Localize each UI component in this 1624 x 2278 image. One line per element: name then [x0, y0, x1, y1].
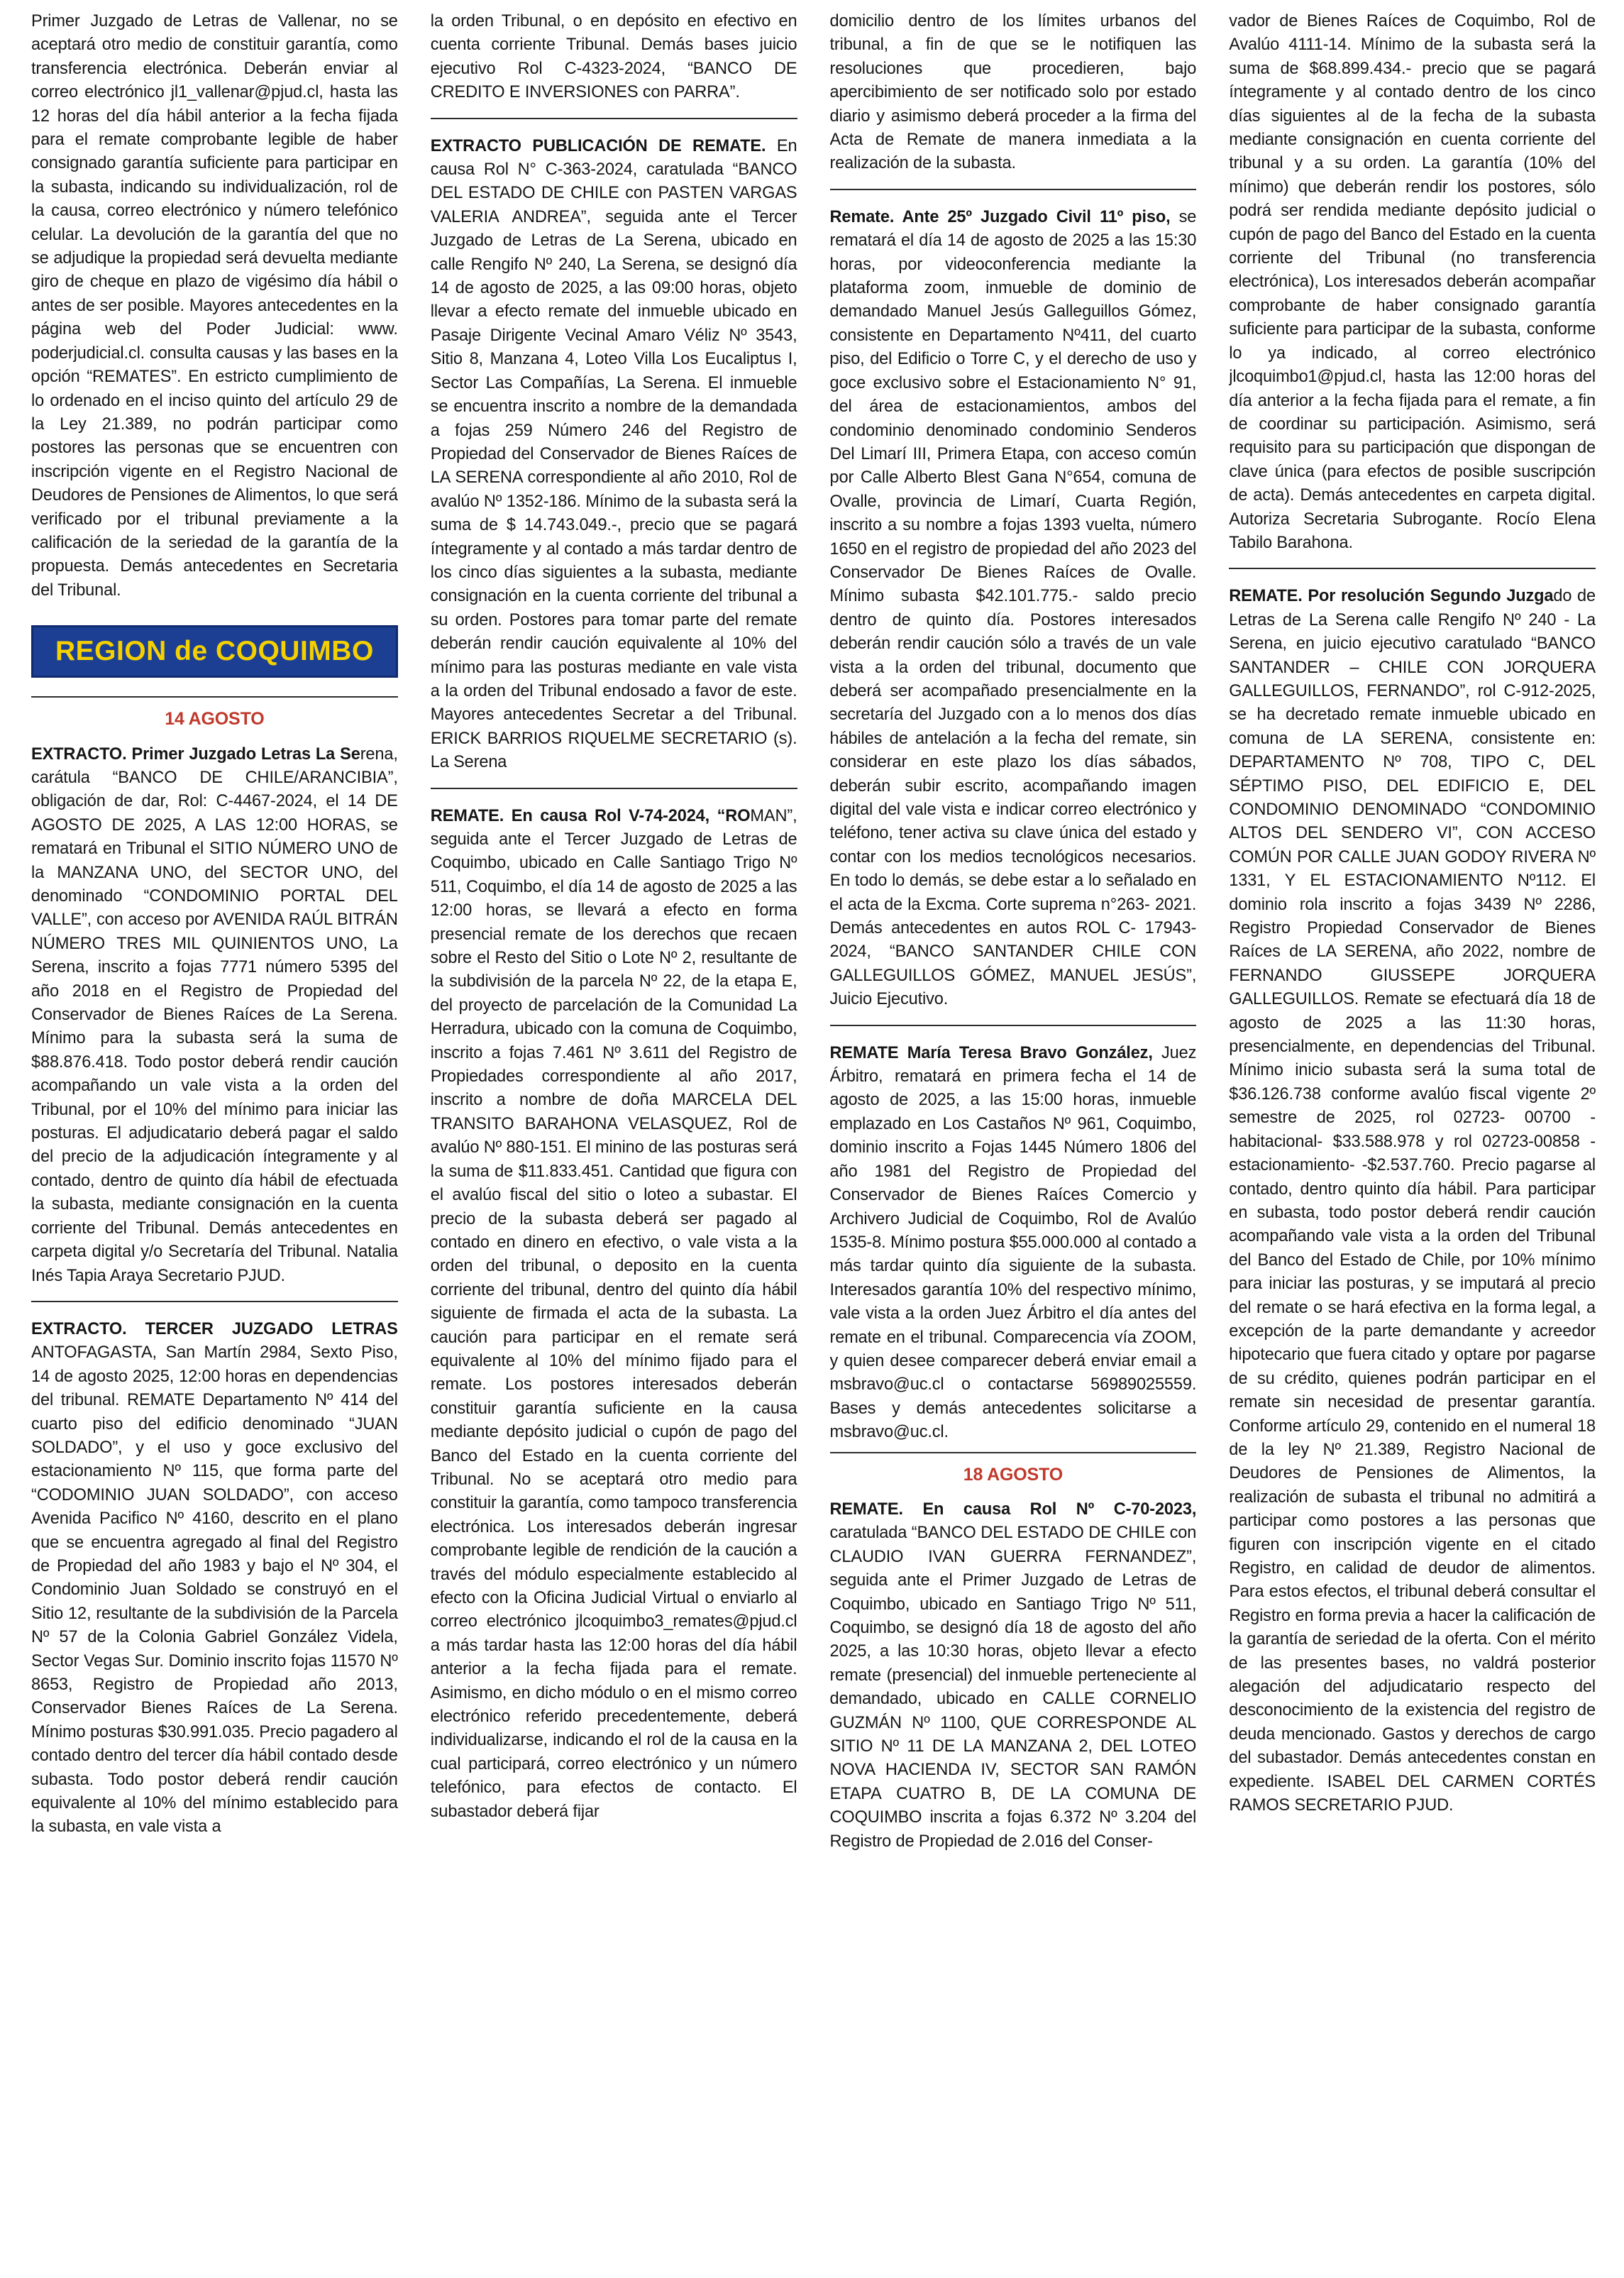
notice-lead: REMATE. En causa Rol V-74-2024, “RO	[430, 806, 751, 825]
date-heading: 18 AGOSTO	[830, 1452, 1197, 1498]
notice-lead: EXTRACTO PUBLICACIÓN DE REMATE.	[430, 136, 766, 155]
notice-body: se rematará el día 14 de agosto de 2025 a las 15:30 horas, por videoconferencia mediante la plataforma zoom, inmueble de dominio de demandado Manuel Jesús Galleguillos Gómez, consistente en Departamento Nº411, del cuarto piso, del Edificio o Torre C, y el derecho de uso y goce exclusivo sobre el Estacionamiento N° 91, del área de estacionamientos, ambos del condominio denominado condominio Senderos Del Limarí III, Primera Etapa, con acceso común por Calle Alberto Blest Gana N°654, comuna de Ovalle, provincia de Limarí, Cuarta Región, inscrito a su nombre a fojas 1393 vuelta, número 1650 en el registro de propiedad del año 2023 del Conservador De Bienes Raíces de Ovalle. Mínimo subasta $42.101.775.- saldo precio dentro de quinto día. Postores interesados deberán rendir caución sólo a través de un vale vista a la orden del tribunal, documento que deberá ser acompañado presencialmente en la secretaría del Juzgado con a lo menos dos días hábiles de antelación a la fecha del remate, sin considerar en este plazo los días sábados, deberán subir escrito, acompañando imagen digital del vale vista e indicar correo electrónico y teléfono, tener activa su clave única del estado y contar con los medios tecnológicos necesarios. En todo lo demás, se debe estar a lo señalado en el acta de la Excma. Corte suprema n°263- 2021. Demás antecedentes en autos ROL C- 17943-2024, “BANCO SANTANDER CHILE CON GALLEGUILLOS GÓMEZ, MANUEL JESÚS”, Juicio Ejecutivo.	[829, 207, 1197, 1009]
divider	[830, 1025, 1197, 1026]
notice-text	[1229, 585, 1596, 1817]
notice-body: domicilio dentro de los límites urbanos del tribunal, a fin de que se le notifiquen las resoluciones que procedieren, bajo apercibimiento de ser notificado solo por estado diario y asimismo deberá proceder a la firma del Acta de Remate de manera inmediata a la realización de la subasta.	[829, 12, 1197, 173]
notice-text	[431, 10, 797, 105]
notice-lead: EXTRACTO. TERCER JUZGADO LETRAS	[31, 1319, 398, 1338]
region-banner-label: REGION de COQUIMBO	[55, 636, 374, 667]
divider	[1229, 568, 1596, 569]
column-3	[830, 10, 1197, 2278]
column-1	[31, 10, 398, 2278]
divider	[431, 788, 797, 789]
notice-text	[31, 1318, 398, 1839]
notice-lead: EXTRACTO. Primer Juzgado Letras La Se	[31, 744, 360, 764]
notice-lead: REMATE. Por resolución Segundo Juzga	[1229, 587, 1554, 606]
notice-text	[31, 10, 398, 602]
notice-body: caratulada “BANCO DEL ESTADO DE CHILE con CLAUDIO IVAN GUERRA FERNANDEZ”, seguida ante el Primer Juzgado de Letras de Coquimbo, ubicado en Santiago Trigo Nº 511, Coquimbo, se designó día 18 de agosto del año 2025, a las 10:30 horas, objeto llevar a efecto remate (presencial) del inmueble perteneciente al demandado, ubicado en CALLE CORNELIO GUZMÁN Nº 1100, QUE CORRESPONDE AL SITIO Nº 11 DE LA MANZANA 2, DEL LOTEO NOVA HACIENDA IV, SECTOR SAN RAMÓN ETAPA CUATRO B, DE LA COMUNA DE COQUIMBO inscrita a fojas 6.372 Nº 3.204 del Registro de Propiedad de 2.016 del Conser-	[829, 1524, 1197, 1851]
notice-body: do de Letras de La Serena calle Rengifo Nº 240 - La Serena, en juicio ejecutivo caratulado “BANCO SANTANDER – CHILE CON JORQUERA GALLEGUILLOS, FERNANDO”, rol C-912-2025, se ha decretado remate inmueble ubicado en comuna de LA SERENA, consistente en: DEPARTAMENTO Nº 708, TIPO C, DEL SÉPTIMO PISO, DEL EDIFICIO E, DEL CONDOMINIO DENOMINADO “CONDOMINIO ALTOS DEL SENDERO VI”, CON ACCESO COMÚN POR CALLE JUAN GODOY RIVERA Nº 1331, Y EL ESTACIONAMIENTO Nº112. El dominio rola inscrito a fojas 3439 Nº 2286, Registro Propiedad Conservador de Bienes Raíces de LA SERENA, año 2022, nombre de FERNANDO GIUSSEPE JORQUERA GALLEGUILLOS. Remate se efectuará día 18 de agosto de 2025 a las 11:30 horas, presencialmente, en dependencias del Tribunal. Mínimo inicio subasta será la suma total de $36.126.738 conforme avalúo fiscal vigente 2º semestre de 2025, rol 02723- 00700 -habitacional- $33.588.978 y rol 02723-00858 -estacionamiento- -$2.537.760. Precio pagarse al contado, dentro quinto día hábil. Para participar en subasta, todo postor deberá rendir caución acompañando vale vista a la orden del Tribunal del Banco del Estado de Chile, por 10% mínimo para iniciar las posturas, y se imputará al precio del remate o se hará efectiva en la forma legal, a excepción de la parte demandante y acreedor hipotecario que fuera citado y optare por pagarse de su crédito, quienes podrán participar en el remate sin necesidad de presentar garantía. Conforme artículo 29, contenido en el numeral 18 de la ley Nº 21.389, Registro Nacional de Deudores de Pensiones de Alimentos, la realización de subasta el tribunal no admitirá a participar como postores a las personas que figuren con inscripción vigente en el citado Registro, en calidad de deudor de alimentos. Para estos efectos, el tribunal deberá consultar el Registro en forma previa a hacer la calificación de la garantía de seriedad de la oferta. Con el mérito de las presentes bases, no valdrá posterior alegación del adjudicatario respecto del desconocimiento de la existencia del registro de deuda mencionado. Gastos y derechos de cargo del subastador. Demás antecedentes constan en expediente. ISABEL DEL CARMEN CORTÉS RAMOS SECRETARIO PJUD.	[1229, 587, 1596, 1815]
notice-text	[431, 135, 797, 775]
notice-lead: Remate. Ante 25º Juzgado Civil 11º piso,	[829, 207, 1171, 226]
notice-text	[830, 206, 1197, 1012]
notice-body: vador de Bienes Raíces de Coquimbo, Rol de Avalúo 4111-14. Mínimo de la subasta será la suma de $68.899.434.- precio que se pagará íntegramente y al contado dentro de los cinco días siguientes al de la fecha de la subasta mediante consignación en cuenta corriente del tribunal y a su orden. La garantía (10% del mínimo) que deberán rendir los postores, sólo podrá ser rendida mediante depósito judicial o cupón de pago del Banco del Estado en la cuenta corriente del Tribunal (no transferencia electrónica), Los interesados deberán acompañar comprobante de haber consignado garantía suficiente para participar de la subasta, conforme lo ya indicado, al correo electrónico jlcoquimbo1@pjud.cl, hasta las 12:00 horas del día anterior a la fecha fijada para el remate, a fin de coordinar su participación. Asimismo, será requisito para su participación que dispongan de clave única (para efectos de posible suscripción de acta). Demás antecedentes en carpeta digital. Autoriza Secretaria Subrogante. Rocío Elena Tabilo Barahona.	[1229, 12, 1596, 552]
notice-text	[830, 1498, 1197, 1854]
notice-lead: REMATE. En causa Rol Nº C-70-2023,	[829, 1500, 1197, 1519]
notice-text	[1229, 10, 1596, 555]
notice-body: Primer Juzgado de Letras de Vallenar, no se aceptará otro medio de constituir garantía, como transferencia electrónica. Deberán enviar al correo electrónico jl1_vallenar@pjud.cl, hasta las 12 horas del día hábil anterior a la fecha fijada para el remate comprobante legible de haber consignado garantía suficiente para participar en la subasta, indicando su individualización, rol de la causa, correo electrónico y número telefónico celular. La devolución de la garantía del que no se adjudique la propiedad será devuelta mediante giro de cheque en plazo de vigésimo día hábil o antes de ser posible. Mayores antecedentes en la página web del Poder Judicial: www. poderjudicial.cl. consulta causas y las bases en la opción “REMATES”. En estricto cumplimiento de lo ordenado en el inciso quinto del artículo 29 de la Ley 21.389, no podrán participar como postores las personas que se encuentren con inscripción vigente en el Registro Nacional de Deudores de Pensiones de Alimentos, lo que será verificado por el tribunal previamente a la calificación de la seriedad de la garantía de la propuesta. Demás antecedentes en Secretaria del Tribunal.	[31, 12, 398, 600]
notice-body: En causa Rol N° C-363-2024, caratulada “BANCO DEL ESTADO DE CHILE con PASTEN VARGAS VALERIA ANDREA”, seguida ante el Tercer Juzgado de Letras de La Serena, ubicado en calle Rengifo Nº 240, La Serena, se designó día 14 de agosto de 2025, a las 09:00 horas, objeto llevar a efecto remate del inmueble ubicado en Pasaje Dirigente Vecinal Amaro Véliz Nº 3543, Sitio 8, Manzana 4, Loteo Villa Los Eucaliptus I, Sector Las Compañías, La Serena. El inmueble se encuentra inscrito a nombre de la demandada a fojas 259 Número 246 del Registro de Propiedad del Conservador de Bienes Raíces de LA SERENA correspondiente al año 2010, Rol de avalúo Nº 1352-186. Mínimo de la subasta será la suma de $ 14.743.049.-, precio que se pagará íntegramente y al contado a más tardar dentro de los cinco días siguientes a la subasta, mediante consignación en la cuenta corriente del tribunal a su orden. Postores para tomar parte del remate deberán rendir caución equivalente al 10% del mínimo para las posturas mediante en vale vista a la orden del Tribunal endosado a favor de este. Mayores antecedentes Secretar a del Tribunal. ERICK BARRIOS RIQUELME SECRETARIO (s). La Serena	[430, 136, 797, 772]
notice-text	[31, 743, 398, 1288]
region-banner	[31, 625, 398, 678]
column-4	[1229, 10, 1596, 2278]
divider	[31, 1301, 398, 1302]
notice-text	[830, 1042, 1197, 1445]
date-heading: 14 AGOSTO	[31, 696, 398, 742]
notice-body: MAN”, seguida ante el Tercer Juzgado de Letras de Coquimbo, ubicado en Calle Santiago Trigo Nº 511, Coquimbo, el día 14 de agosto de 2025 a las 12:00 horas, se llevará a efecto en forma presencial remate de los derechos que recaen sobre el Resto del Sitio o Lote Nº 2, resultante de la subdivisión de la parcela Nº 22, de la etapa E, del proyecto de parcelación de la Comunidad La Herradura, ubicado con la comuna de Coquimbo, inscrito a fojas 7.461 Nº 3.611 del Registro de Propiedades correspondiente al año 2017, inscrito a nombre de doña MARCELA DEL TRANSITO BARAHONA VELASQUEZ, Rol de avalúo Nº 880-151. El minino de las posturas será la suma de $11.833.451. Cantidad que figura con el avalúo fiscal del sitio o loteo a subastar. El precio de la subasta deberá ser pagado al contado en dinero en efectivo, o vale vista a la orden del tribunal, o deposito en la cuenta corriente del tribunal, dentro del quinto día hábil siguiente de firmada el acta de la subasta. La caución para participar en el remate será equivalente al 10% del mínimo fijado para el remate. Los postores interesados deberán constituir garantía suficiente en la causa mediante depósito judicial o cupón de pago del Banco del Estado en la cuenta corriente del Tribunal. No se aceptará otro medio para constituir la garantía, como tampoco transferencia electrónica. Los interesados deberán ingresar comprobante legible de rendición de la caución a través del módulo especialmente establecido al efecto con la Oficina Judicial Virtual o enviarlo al correo electrónico jlcoquimbo3_remates@pjud.cl a más tardar hasta las 12:00 horas del día hábil anterior a la fecha fijada para el remate. Asimismo, en dicho módulo o en el mismo correo electrónico referido precedentemente, deberá individualizarse, indicando el rol de la causa en la cual participará, correo electrónico y un número telefónico, para efectos de contacto. El subastador deberá fijar	[430, 806, 797, 1821]
notice-body: Juez Árbitro, rematará en primera fecha el 14 de agosto de 2025, a las 15:00 horas, inmueble emplazado en Los Castaños Nº 961, Coquimbo, dominio inscrito a Fojas 1445 Número 1806 del año 1981 del Registro de Propiedad del Conservador de Bienes Raíces Comercio y Archivero Judicial de Coquimbo, Rol de Avalúo 1535-8. Mínimo postura $55.000.000 al contado a más tardar quinto día siguiente de la subasta. Interesados garantía 10% del respectivo mínimo, vale vista a la orden Juez Árbitro el día antes del remate en el tribunal. Comparecencia vía ZOOM, y quien desee comparecer deberá enviar email a msbravo@uc.cl o contactarse 56989025559. Bases y demás antecedentes solicitarse a msbravo@uc.cl.	[829, 1043, 1197, 1442]
divider	[830, 189, 1197, 190]
notice-body: rena, carátula “BANCO DE CHILE/ARANCIBIA”, obligación de dar, Rol: C-4467-2024, el 14 DE AGOSTO DE 2025, A LAS 12:00 HORAS, se rematará en Tribunal el SITIO NÚMERO UNO de la MANZANA UNO, del SECTOR UNO, del denominado “CONDOMINIO PORTAL DEL VALLE”, con acceso por AVENIDA RAÚL BITRÁN NÚMERO TRES MIL QUINIENTOS UNO, La Serena, inscrito a fojas 7771 número 5395 del año 2018 en el Registro de Propiedad del Conservador de Bienes Raíces de La Serena. Mínimo para la subasta será la suma de $88.876.418. Todo postor deberá rendir caución acompañando un vale vista a la orden del Tribunal, por el 10% del mínimo para iniciar las posturas. El adjudicatario deberá pagar el saldo del precio de la adjudicación íntegramente y al contado, dentro de quinto día hábil de efectuada la subasta, mediante consignación en la cuenta corriente del Tribunal. Demás antecedentes en carpeta digital y/o Secretaría del Tribunal. Natalia Inés Tapia Araya Secretario PJUD.	[31, 744, 398, 1285]
notice-text	[431, 805, 797, 1824]
notice-lead: REMATE María Teresa Bravo González,	[829, 1043, 1153, 1062]
notice-body: ANTOFAGASTA, San Martín 2984, Sexto Piso, 14 de agosto 2025, 12:00 horas en dependencias del tribunal. REMATE Departamento Nº 414 del cuarto piso del edificio denominado “JUAN SOLDADO”, y el uso y goce exclusivo del estacionamiento Nº 115, que forma parte del “CODOMINIO JUAN SOLDADO”, con acceso Avenida Pacifico Nº 4160, descrito en el plano que se encuentra agregado al final del Registro de Propiedad del año 1983 y bajo el Nº 304, el Condominio Juan Soldado se construyó en el Sitio 12, resultante de la subdivisión de la Parcela Nº 57 de la Colonia Gabriel González Videla, Sector Vegas Sur. Dominio inscrito fojas 11570 Nº 8653, Registro de Propiedad año 2013, Conservador Bienes Raíces de La Serena. Mínimo posturas $30.991.035. Precio pagadero al contado dentro del tercer día hábil contado desde subasta. Todo postor deberá rendir caución equivalente al 10% del mínimo establecido para la subasta, en vale vista a	[31, 1343, 398, 1837]
column-2	[431, 10, 797, 2278]
notice-text	[830, 10, 1197, 176]
divider	[431, 118, 797, 119]
notice-body: la orden Tribunal, o en depósito en efectivo en cuenta corriente Tribunal. Demás bases juicio ejecutivo Rol C-4323-2024, “BANCO DE CREDITO E INVERSIONES con PARRA”.	[430, 12, 797, 102]
